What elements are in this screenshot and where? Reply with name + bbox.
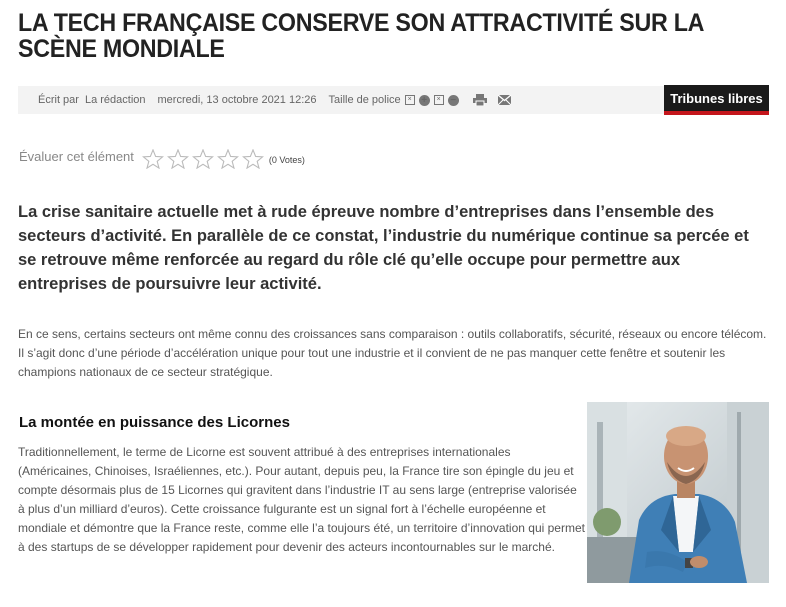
author-name: La rédaction xyxy=(84,94,146,106)
increase-font-icon[interactable]: + xyxy=(419,95,430,106)
star-icon[interactable] xyxy=(192,149,214,169)
rating-widget xyxy=(19,143,305,169)
article-lead: La crise sanitaire actuelle met à rude épreuve nombre d’entreprises dans l’ensemble des secteurs d’activité. En parallèle de ce constat, l’industrie du numérique continue sa percée et se retrouve même renforcée au regard du rôle clé qu’elle occupe pour permettre aux entreprises de poursuivre leur activité. xyxy=(18,203,749,293)
article-paragraph: Traditionnellement, le terme de Licorne est souvent attribué à des entreprises internationales (Américaines, Chinoises, Israéliennes, etc.). Pour autant, depuis peu, la France tire son épingle du jeu et compte désormais plus de 15 Licornes qui gravitent dans l’industrie IT au sens large (entreprise valorisée à plus d’un milliard d’euros). Cette croissance fulgurante est un signal fort à l’échelle européenne et mondiale et démontre que la France reste, comme elle l’a toujours été, un territoire d’innovation qui permet à des startups de se développer rapidement pour devenir des acteurs incontournables sur le marché. xyxy=(18,445,585,554)
print-icon[interactable] xyxy=(473,94,487,106)
font-size-label: Taille de police xyxy=(328,94,401,106)
star-icon[interactable] xyxy=(142,149,164,169)
decrease-font-icon[interactable]: − xyxy=(448,95,459,106)
broken-image-icon: × xyxy=(434,95,444,105)
category-tab[interactable]: Tribunes libres xyxy=(664,85,769,115)
article-paragraph: En ce sens, certains secteurs ont même connu des croissances sans comparaison : outils collaboratifs, sécurité, réseaux ou encore télécom. Il s’agit donc d’une période d’accélération unique pour tout une industrie et il convient de ne pas manquer cette fenêtre et soutenir les champions nationaux de ce secteur stratégique. xyxy=(18,327,767,379)
author-photo xyxy=(587,402,769,583)
star-icon[interactable] xyxy=(167,149,189,169)
votes-count: (0 Votes) xyxy=(268,155,305,165)
publish-date: mercredi, 13 octobre 2021 12:26 xyxy=(157,94,317,106)
rating-stars xyxy=(142,149,267,169)
broken-image-icon: × xyxy=(405,95,415,105)
section-heading: La montée en puissance des Licornes xyxy=(19,414,290,431)
article-title: LA TECH FRANÇAISE CONSERVE SON ATTRACTIVITÉ SUR LA SCÈNE MONDIALE xyxy=(18,9,704,63)
star-icon[interactable] xyxy=(217,149,239,169)
article-meta xyxy=(38,86,511,114)
article-meta-bar xyxy=(18,86,769,114)
rating-label: Évaluer cet élément xyxy=(19,148,134,164)
email-icon[interactable] xyxy=(498,95,511,105)
written-by-label: Écrit par xyxy=(38,94,79,106)
star-icon[interactable] xyxy=(242,149,264,169)
